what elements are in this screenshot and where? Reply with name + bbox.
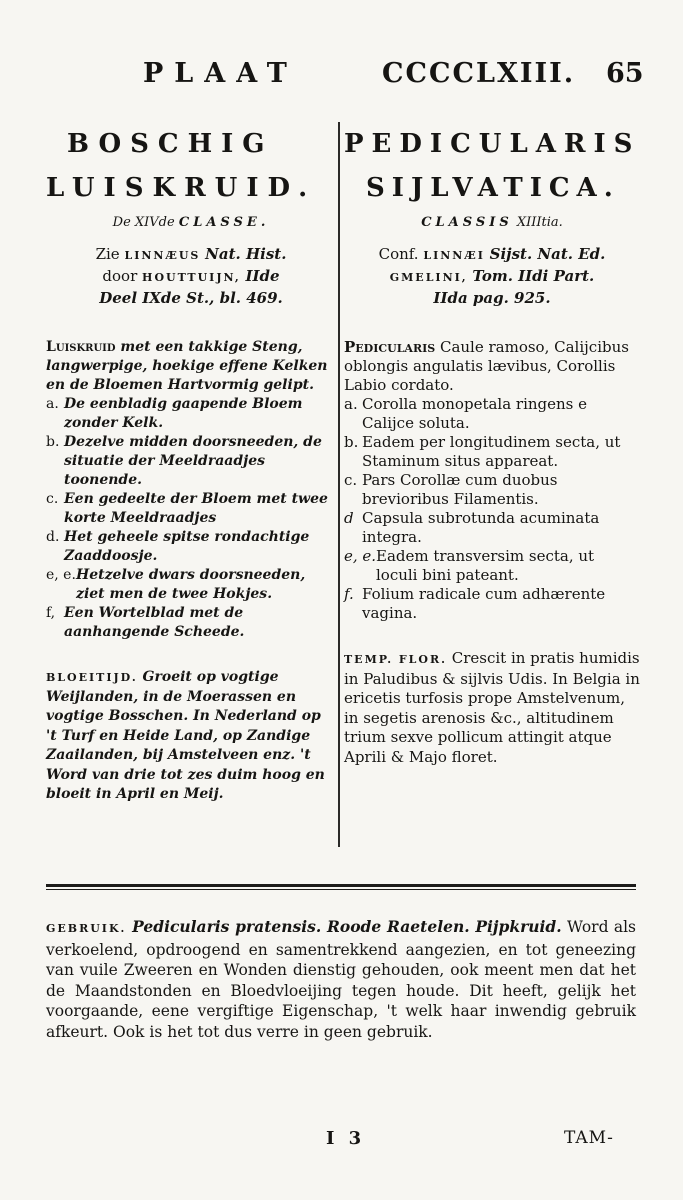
usage-label: GEBRUIK.: [46, 922, 127, 935]
item-marker: a.: [344, 395, 358, 413]
dutch-flowering: [46, 668, 336, 805]
ref-author: GMELINI,: [389, 271, 468, 284]
list-item: [46, 395, 336, 433]
plate-number: CCCCLXIII.: [382, 58, 576, 89]
usage-paragraph: [46, 917, 636, 1042]
latin-title-line2: SIJLVATICA.: [366, 173, 620, 203]
column-divider: [338, 122, 340, 847]
flowering-label: BLOEITIJD.: [46, 671, 138, 684]
flowering-text: Crescit in pratis humidis in Paludibus & sijlvis Udis. In Belgia in ericetis turfosis prope Amstelvenum, in segetis arenosis &c., altitudinem trium sexve pollicum attingit atque Aprili & Majo floret.: [344, 649, 640, 766]
dutch-lead: [46, 338, 336, 395]
latin-description: [344, 338, 640, 623]
lead-text: Caule ramoso, Calijcibus oblongis angulatis lævibus, Corollis Labio cordato.: [344, 338, 629, 394]
latin-flowering: [344, 649, 640, 767]
item-marker: b.: [344, 433, 359, 451]
list-item: [46, 490, 336, 528]
item-marker: f.: [344, 585, 354, 603]
item-text: Eadem transversim secta, ut loculi bini pateant.: [376, 547, 595, 584]
item-text: Het geheele spitse rondachtige Zaaddoosje.: [64, 529, 310, 564]
latin-classis: [344, 212, 640, 234]
list-item: [46, 566, 336, 604]
item-marker: f,: [46, 605, 56, 621]
dutch-column: [46, 122, 336, 805]
list-item: [344, 395, 640, 433]
latin-reference: [344, 244, 640, 308]
ref-author: LINNÆI: [423, 249, 485, 262]
latin-classis-post: XIIItia.: [516, 215, 563, 230]
dutch-classe-pre: De XIVde: [112, 215, 175, 230]
latin-classis-word: CLASSIS: [421, 215, 513, 230]
usage-names: Pedicularis pratensis. Roode Raetelen. Pijpkruid.: [126, 917, 562, 936]
item-marker: b.: [46, 434, 60, 450]
list-item: [344, 547, 640, 585]
dutch-title-line2: LUISKRUID.: [46, 173, 317, 203]
latin-ref-line: [344, 266, 640, 288]
list-item: [344, 585, 640, 623]
ref-author: LINNÆUS: [124, 249, 201, 262]
item-text: Eadem per longitudinem secta, ut Staminum situs appareat.: [362, 433, 621, 470]
item-marker: e, e.: [344, 547, 377, 565]
ref-author: HOUTTUIJN,: [142, 271, 241, 284]
item-text: Pars Corollæ cum duobus brevioribus Filamentis.: [362, 471, 558, 508]
item-text: Corolla monopetala ringens e Calijce soluta.: [362, 395, 588, 432]
item-text: Folium radicale cum adhærente vagina.: [362, 585, 606, 622]
dutch-description: [46, 338, 336, 642]
list-item: [344, 509, 640, 547]
dutch-classe-word: CLASSE.: [178, 215, 270, 230]
list-item: [46, 604, 336, 642]
item-marker: e, e.: [46, 567, 76, 583]
ref-work: Deel IXde St., bl. 469.: [99, 289, 283, 307]
item-marker: c.: [344, 471, 358, 489]
latin-ref-line: [344, 288, 640, 308]
latin-column: [344, 122, 640, 767]
ref-work: Tom. IIdi Part.: [472, 267, 595, 285]
latin-title-line1: PEDICULARIS: [344, 129, 641, 159]
item-marker: d: [344, 509, 354, 527]
list-item: [46, 433, 336, 490]
ref-text: Zie: [95, 245, 120, 263]
list-item: [344, 433, 640, 471]
list-item: [46, 528, 336, 566]
plate-label: PLAAT: [143, 58, 298, 89]
list-item: [344, 471, 640, 509]
signature-mark: I 3: [326, 1128, 366, 1149]
item-text: Hetzelve dwars doorsneeden, ziet men de twee Hokjes.: [76, 567, 306, 602]
item-text: Capsula subrotunda acuminata integra.: [362, 509, 600, 546]
dutch-ref-line: [46, 244, 336, 266]
ref-work: Sijst. Nat. Ed.: [489, 245, 606, 263]
flowering-text: Groeit op vogtige Weijlanden, in de Moerassen en vogtige Bosschen. In Nederland op 't Turf en Heide Land, op Zandige Zaailanden, bij Amstelveen enz. 't Word van drie tot zes duim hoog en bloeit in April en Meij.: [46, 669, 325, 802]
latin-ref-line: [344, 244, 640, 266]
item-marker: a.: [46, 396, 59, 412]
dutch-classe: [46, 212, 336, 234]
dutch-title-line1: BOSCHIG: [67, 129, 274, 159]
page-number: 65: [606, 58, 644, 89]
ref-text: door: [102, 267, 138, 285]
running-head: [0, 58, 683, 98]
lead-term: Pedicularis: [344, 338, 436, 356]
item-text: De eenbladig gaapende Bloem zonder Kelk.: [64, 396, 303, 431]
item-text: Een Wortelblad met de aanhangende Scheede.: [64, 605, 245, 640]
ref-work: IIda pag. 925.: [433, 289, 551, 307]
flowering-label: TEMP. FLOR.: [344, 653, 447, 666]
ref-text: Conf.: [378, 245, 419, 263]
dutch-reference: [46, 244, 336, 308]
usage-text: Word als verkoelend, opdroogend en samentrekkend aangezien, en tot geneezing van vuile Zweeren en Wonden dienstig gehouden, ook meent men dat het de Maandstonden en Bloedvloeijing tegen houde. Dit heeft, gelijk het voorgaande, eene vergiftige Eigenschap, 't welk haar inwendig gebruik afkeurt. Ook is het tot dus verre in geen gebruik.: [46, 918, 636, 1041]
item-text: Een gedeelte der Bloem met twee korte Meeldraadjes: [64, 491, 328, 526]
item-marker: d.: [46, 529, 60, 545]
catchword: TAM-: [564, 1128, 614, 1148]
item-marker: c.: [46, 491, 59, 507]
section-rule-thin: [46, 889, 636, 890]
lead-term: Luiskruid: [46, 339, 116, 355]
lead-text: met een takkige Steng, langwerpige, hoekige effene Kelken en de Bloemen Hartvormig gelipt.: [46, 339, 328, 393]
ref-work: IIde: [245, 267, 280, 285]
dutch-ref-line: [46, 288, 336, 308]
latin-lead: [344, 338, 640, 395]
dutch-ref-line: [46, 266, 336, 288]
section-rule-thick: [46, 884, 636, 887]
item-text: Dezelve midden doorsneeden, de situatie der Meeldraadjes toonende.: [64, 434, 322, 488]
ref-work: Nat. Hist.: [205, 245, 287, 263]
